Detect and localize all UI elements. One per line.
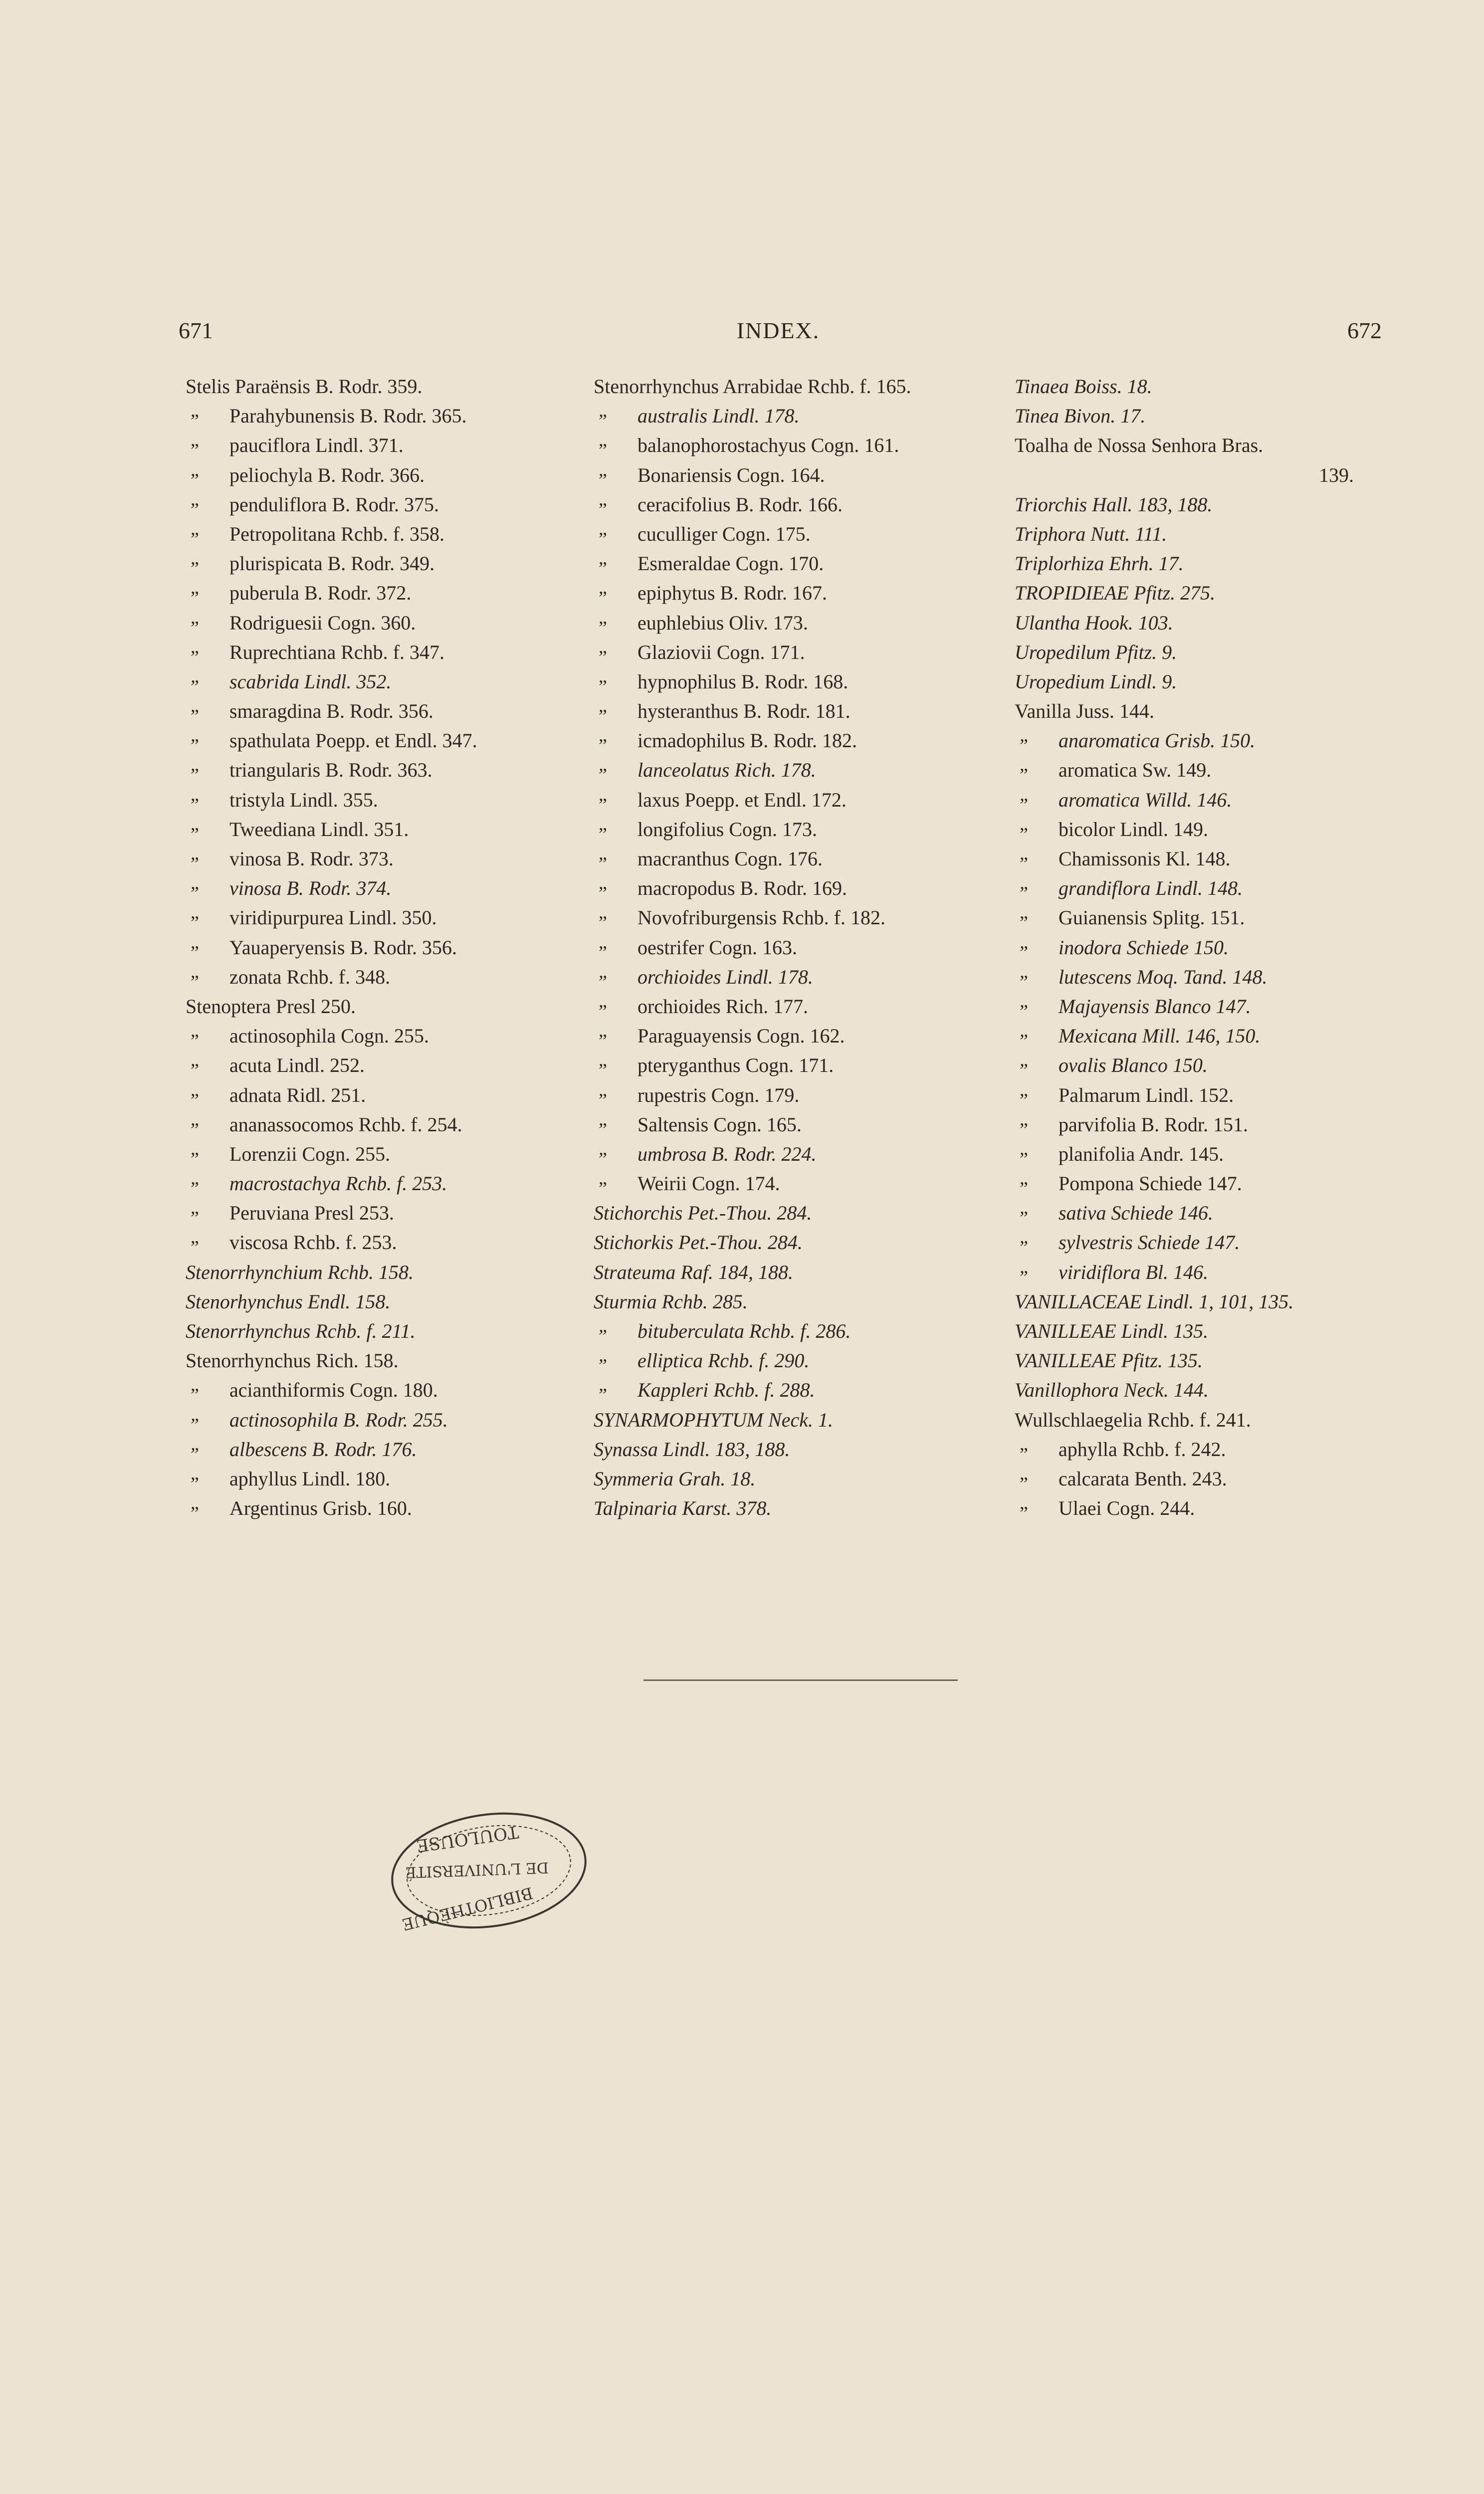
index-entry: „ umbrosa B. Rodr. 224. xyxy=(594,1139,993,1169)
index-entry: Symmeria Grah. 18. xyxy=(594,1467,756,1490)
right-page-number: 672 xyxy=(1347,318,1382,343)
index-entry: „ Saltensis Cogn. 165. xyxy=(594,1110,993,1139)
index-entry: TROPIDIEAE Pfitz. 275. xyxy=(1015,582,1216,605)
index-entry: Stenorrhynchus Arrabidae Rchb. f. 165. xyxy=(594,375,911,398)
index-entry: „ inodora Schiede 150. xyxy=(1015,933,1394,962)
index-entry: Tinaea Boiss. 18. xyxy=(1015,375,1152,398)
index-entry: „ ceracifolius B. Rodr. 166. xyxy=(594,490,993,519)
index-entry: Vanilla Juss. 144. xyxy=(1015,700,1154,723)
index-entry: „ smaragdina B. Rodr. 356. xyxy=(186,696,585,726)
index-entry: „ australis Lindl. 178. xyxy=(594,401,993,430)
index-entry: Stenoptera Presl 250. xyxy=(186,995,356,1018)
index-entry: „ Argentinus Grisb. 160. xyxy=(186,1493,585,1523)
index-entry: Synassa Lindl. 183, 188. xyxy=(594,1438,790,1460)
index-entry: „ lutescens Moq. Tand. 148. xyxy=(1015,962,1394,992)
index-entry: „ Pompona Schiede 147. xyxy=(1015,1169,1394,1198)
index-entry: „ Petropolitana Rchb. f. 358. xyxy=(186,519,585,549)
index-entry: „ aphyllus Lindl. 180. xyxy=(186,1464,585,1493)
index-entry: „ lanceolatus Rich. 178. xyxy=(594,755,993,785)
index-entry: „ puberula B. Rodr. 372. xyxy=(186,578,585,608)
index-entry: „ acuta Lindl. 252. xyxy=(186,1050,585,1080)
index-entry: „ tristyla Lindl. 355. xyxy=(186,785,585,815)
stamp-top-text: TOULOUSE xyxy=(415,1821,520,1856)
index-entry: „ Guianensis Splitg. 151. xyxy=(1015,903,1394,932)
index-entry: „ macrostachya Rchb. f. 253. xyxy=(186,1169,585,1198)
index-entry: „ triangularis B. Rodr. 363. xyxy=(186,755,585,785)
index-entry: Stichorchis Pet.-Thou. 284. xyxy=(594,1202,812,1225)
index-entry: „ oestrifer Cogn. 163. xyxy=(594,933,993,962)
index-entry: „ anaromatica Grisb. 150. xyxy=(1015,726,1394,755)
index-entry: Uropedium Lindl. 9. xyxy=(1015,670,1177,693)
index-entry: „ zonata Rchb. f. 348. xyxy=(186,962,585,992)
index-entry: „ Rodriguesii Cogn. 360. xyxy=(186,608,585,637)
index-entry: Sturmia Rchb. 285. xyxy=(594,1290,748,1313)
index-entry: Stichorkis Pet.-Thou. 284. xyxy=(594,1231,803,1254)
index-entry: Ulantha Hook. 103. xyxy=(1015,611,1173,634)
index-entry: „ orchioides Rich. 177. xyxy=(594,992,993,1021)
index-entry: „ bituberculata Rchb. f. 286. xyxy=(594,1316,993,1346)
index-entry: „ balanophorostachyus Cogn. 161. xyxy=(594,430,993,460)
index-entry: „ aromatica Willd. 146. xyxy=(1015,785,1394,815)
index-column-1 xyxy=(186,372,585,1523)
index-entry: „ epiphytus B. Rodr. 167. xyxy=(594,578,993,608)
index-entry: „ Paraguayensis Cogn. 162. xyxy=(594,1021,993,1050)
index-entry: „ scabrida Lindl. 352. xyxy=(186,667,585,696)
index-entry: „ sativa Schiede 146. xyxy=(1015,1198,1394,1228)
index-entry: „ Palmarum Lindl. 152. xyxy=(1015,1080,1394,1110)
index-entry: „ Peruviana Presl 253. xyxy=(186,1198,585,1228)
index-entry: „ ananassocomos Rchb. f. 254. xyxy=(186,1110,585,1139)
index-entry: „ aromatica Sw. 149. xyxy=(1015,755,1394,785)
index-entry: „ Tweediana Lindl. 351. xyxy=(186,815,585,844)
index-entry: Triphora Nutt. 111. xyxy=(1015,522,1167,545)
index-entry: „ actinosophila Cogn. 255. xyxy=(186,1021,585,1050)
index-entry: „ bicolor Lindl. 149. xyxy=(1015,815,1394,844)
index-entry: „ plurispicata B. Rodr. 349. xyxy=(186,549,585,578)
index-entry: „ Majayensis Blanco 147. xyxy=(1015,992,1394,1021)
index-entry: „ aphylla Rchb. f. 242. xyxy=(1015,1435,1394,1464)
index-entry: „ Parahybunensis B. Rodr. 365. xyxy=(186,401,585,430)
index-entry: „ Lorenzii Cogn. 255. xyxy=(186,1139,585,1169)
index-entry: „ Novofriburgensis Rchb. f. 182. xyxy=(594,903,993,932)
index-entry: „ Yauaperyensis B. Rodr. 356. xyxy=(186,933,585,962)
index-entry: „ viridiflora Bl. 146. xyxy=(1015,1257,1394,1287)
index-entry: VANILLACEAE Lindl. 1, 101, 135. xyxy=(1015,1290,1294,1313)
index-entry: Tinea Bivon. 17. xyxy=(1015,405,1146,427)
index-entry: „ Weirii Cogn. 174. xyxy=(594,1169,993,1198)
index-entry: „ pauciflora Lindl. 371. xyxy=(186,430,585,460)
index-entry: Uropedilum Pfitz. 9. xyxy=(1015,640,1177,663)
index-entry: VANILLEAE Pfitz. 135. xyxy=(1015,1349,1203,1372)
index-entry: „ Esmeraldae Cogn. 170. xyxy=(594,549,993,578)
index-column-3 xyxy=(1015,372,1394,1523)
index-entry: „ Ulaei Cogn. 244. xyxy=(1015,1493,1394,1523)
left-page-number: 671 xyxy=(179,318,213,343)
index-entry: Strateuma Raf. 184, 188. xyxy=(594,1260,793,1283)
index-entry: „ vinosa B. Rodr. 374. xyxy=(186,873,585,903)
page-header xyxy=(175,317,1382,347)
index-entry: „ hysteranthus B. Rodr. 181. xyxy=(594,696,993,726)
index-entry: „ macropodus B. Rodr. 169. xyxy=(594,873,993,903)
index-entry: SYNARMOPHYTUM Neck. 1. xyxy=(594,1408,833,1431)
index-entry: Stenorrhynchium Rchb. 158. xyxy=(186,1260,414,1283)
index-entry: Triplorhiza Ehrh. 17. xyxy=(1015,552,1184,575)
index-entry: Stenorhynchus Endl. 158. xyxy=(186,1290,391,1313)
index-entry: Talpinaria Karst. 378. xyxy=(594,1497,772,1520)
index-entry: „ viridipurpurea Lindl. 350. xyxy=(186,903,585,932)
index-entry: „ euphlebius Oliv. 173. xyxy=(594,608,993,637)
index-entry: „ orchioides Lindl. 178. xyxy=(594,962,993,992)
index-entry: Vanillophora Neck. 144. xyxy=(1015,1379,1209,1402)
stamp-mid-text: DE L'UNIVERSITÉ xyxy=(405,1858,549,1881)
index-entry: „ longifolius Cogn. 173. xyxy=(594,815,993,844)
index-entry: „ cuculliger Cogn. 175. xyxy=(594,519,993,549)
index-entry: VANILLEAE Lindl. 135. xyxy=(1015,1320,1209,1342)
index-entry: Triorchis Hall. 183, 188. xyxy=(1015,493,1213,516)
index-entry: Wullschlaegelia Rchb. f. 241. xyxy=(1015,1408,1251,1431)
index-entry: „ macranthus Cogn. 176. xyxy=(594,844,993,873)
index-entry: „ planifolia Andr. 145. xyxy=(1015,1139,1394,1169)
index-entry: Stelis Paraënsis B. Rodr. 359. xyxy=(186,375,423,398)
index-entry: „ penduliflora B. Rodr. 375. xyxy=(186,490,585,519)
index-entry: „ actinosophila B. Rodr. 255. xyxy=(186,1405,585,1435)
index-entry: „ Bonariensis Cogn. 164. xyxy=(594,460,993,490)
index-column-2 xyxy=(594,372,993,1523)
index-entry: „ viscosa Rchb. f. 253. xyxy=(186,1228,585,1257)
library-stamp-icon xyxy=(384,1806,594,1935)
index-entry: „ parvifolia B. Rodr. 151. xyxy=(1015,1110,1394,1139)
index-entry: „ rupestris Cogn. 179. xyxy=(594,1080,993,1110)
index-entry: 139. xyxy=(1319,463,1354,486)
end-rule xyxy=(643,1679,958,1681)
index-entry: Stenorrhynchus Rchb. f. 211. xyxy=(186,1320,416,1342)
page-title: INDEX. xyxy=(736,318,820,343)
index-entry: „ laxus Poepp. et Endl. 172. xyxy=(594,785,993,815)
index-entry: „ calcarata Benth. 243. xyxy=(1015,1464,1394,1493)
index-entry: „ elliptica Rchb. f. 290. xyxy=(594,1346,993,1375)
index-entry: „ grandiflora Lindl. 148. xyxy=(1015,873,1394,903)
index-entry: „ hypnophilus B. Rodr. 168. xyxy=(594,667,993,696)
index-entry: „ Glaziovii Cogn. 171. xyxy=(594,637,993,667)
index-entry: „ vinosa B. Rodr. 373. xyxy=(186,844,585,873)
index-entry: „ albescens B. Rodr. 176. xyxy=(186,1435,585,1464)
index-entry: Stenorrhynchus Rich. 158. xyxy=(186,1349,399,1372)
index-entry: „ Kappleri Rchb. f. 288. xyxy=(594,1375,993,1405)
index-entry: Toalha de Nossa Senhora Bras. xyxy=(1015,434,1264,457)
index-entry: „ icmadophilus B. Rodr. 182. xyxy=(594,726,993,755)
index-entry: „ spathulata Poepp. et Endl. 347. xyxy=(186,726,585,755)
index-entry: „ ovalis Blanco 150. xyxy=(1015,1050,1394,1080)
index-entry: „ peliochyla B. Rodr. 366. xyxy=(186,460,585,490)
stamp-bottom-text: BIBLIOTHÈQUE xyxy=(400,1883,535,1934)
index-entry: „ pteryganthus Cogn. 171. xyxy=(594,1050,993,1080)
index-entry: „ acianthiformis Cogn. 180. xyxy=(186,1375,585,1405)
index-entry: „ Chamissonis Kl. 148. xyxy=(1015,844,1394,873)
index-entry: „ adnata Ridl. 251. xyxy=(186,1080,585,1110)
index-entry: „ Mexicana Mill. 146, 150. xyxy=(1015,1021,1394,1050)
index-entry: „ Ruprechtiana Rchb. f. 347. xyxy=(186,637,585,667)
index-entry: „ sylvestris Schiede 147. xyxy=(1015,1228,1394,1257)
